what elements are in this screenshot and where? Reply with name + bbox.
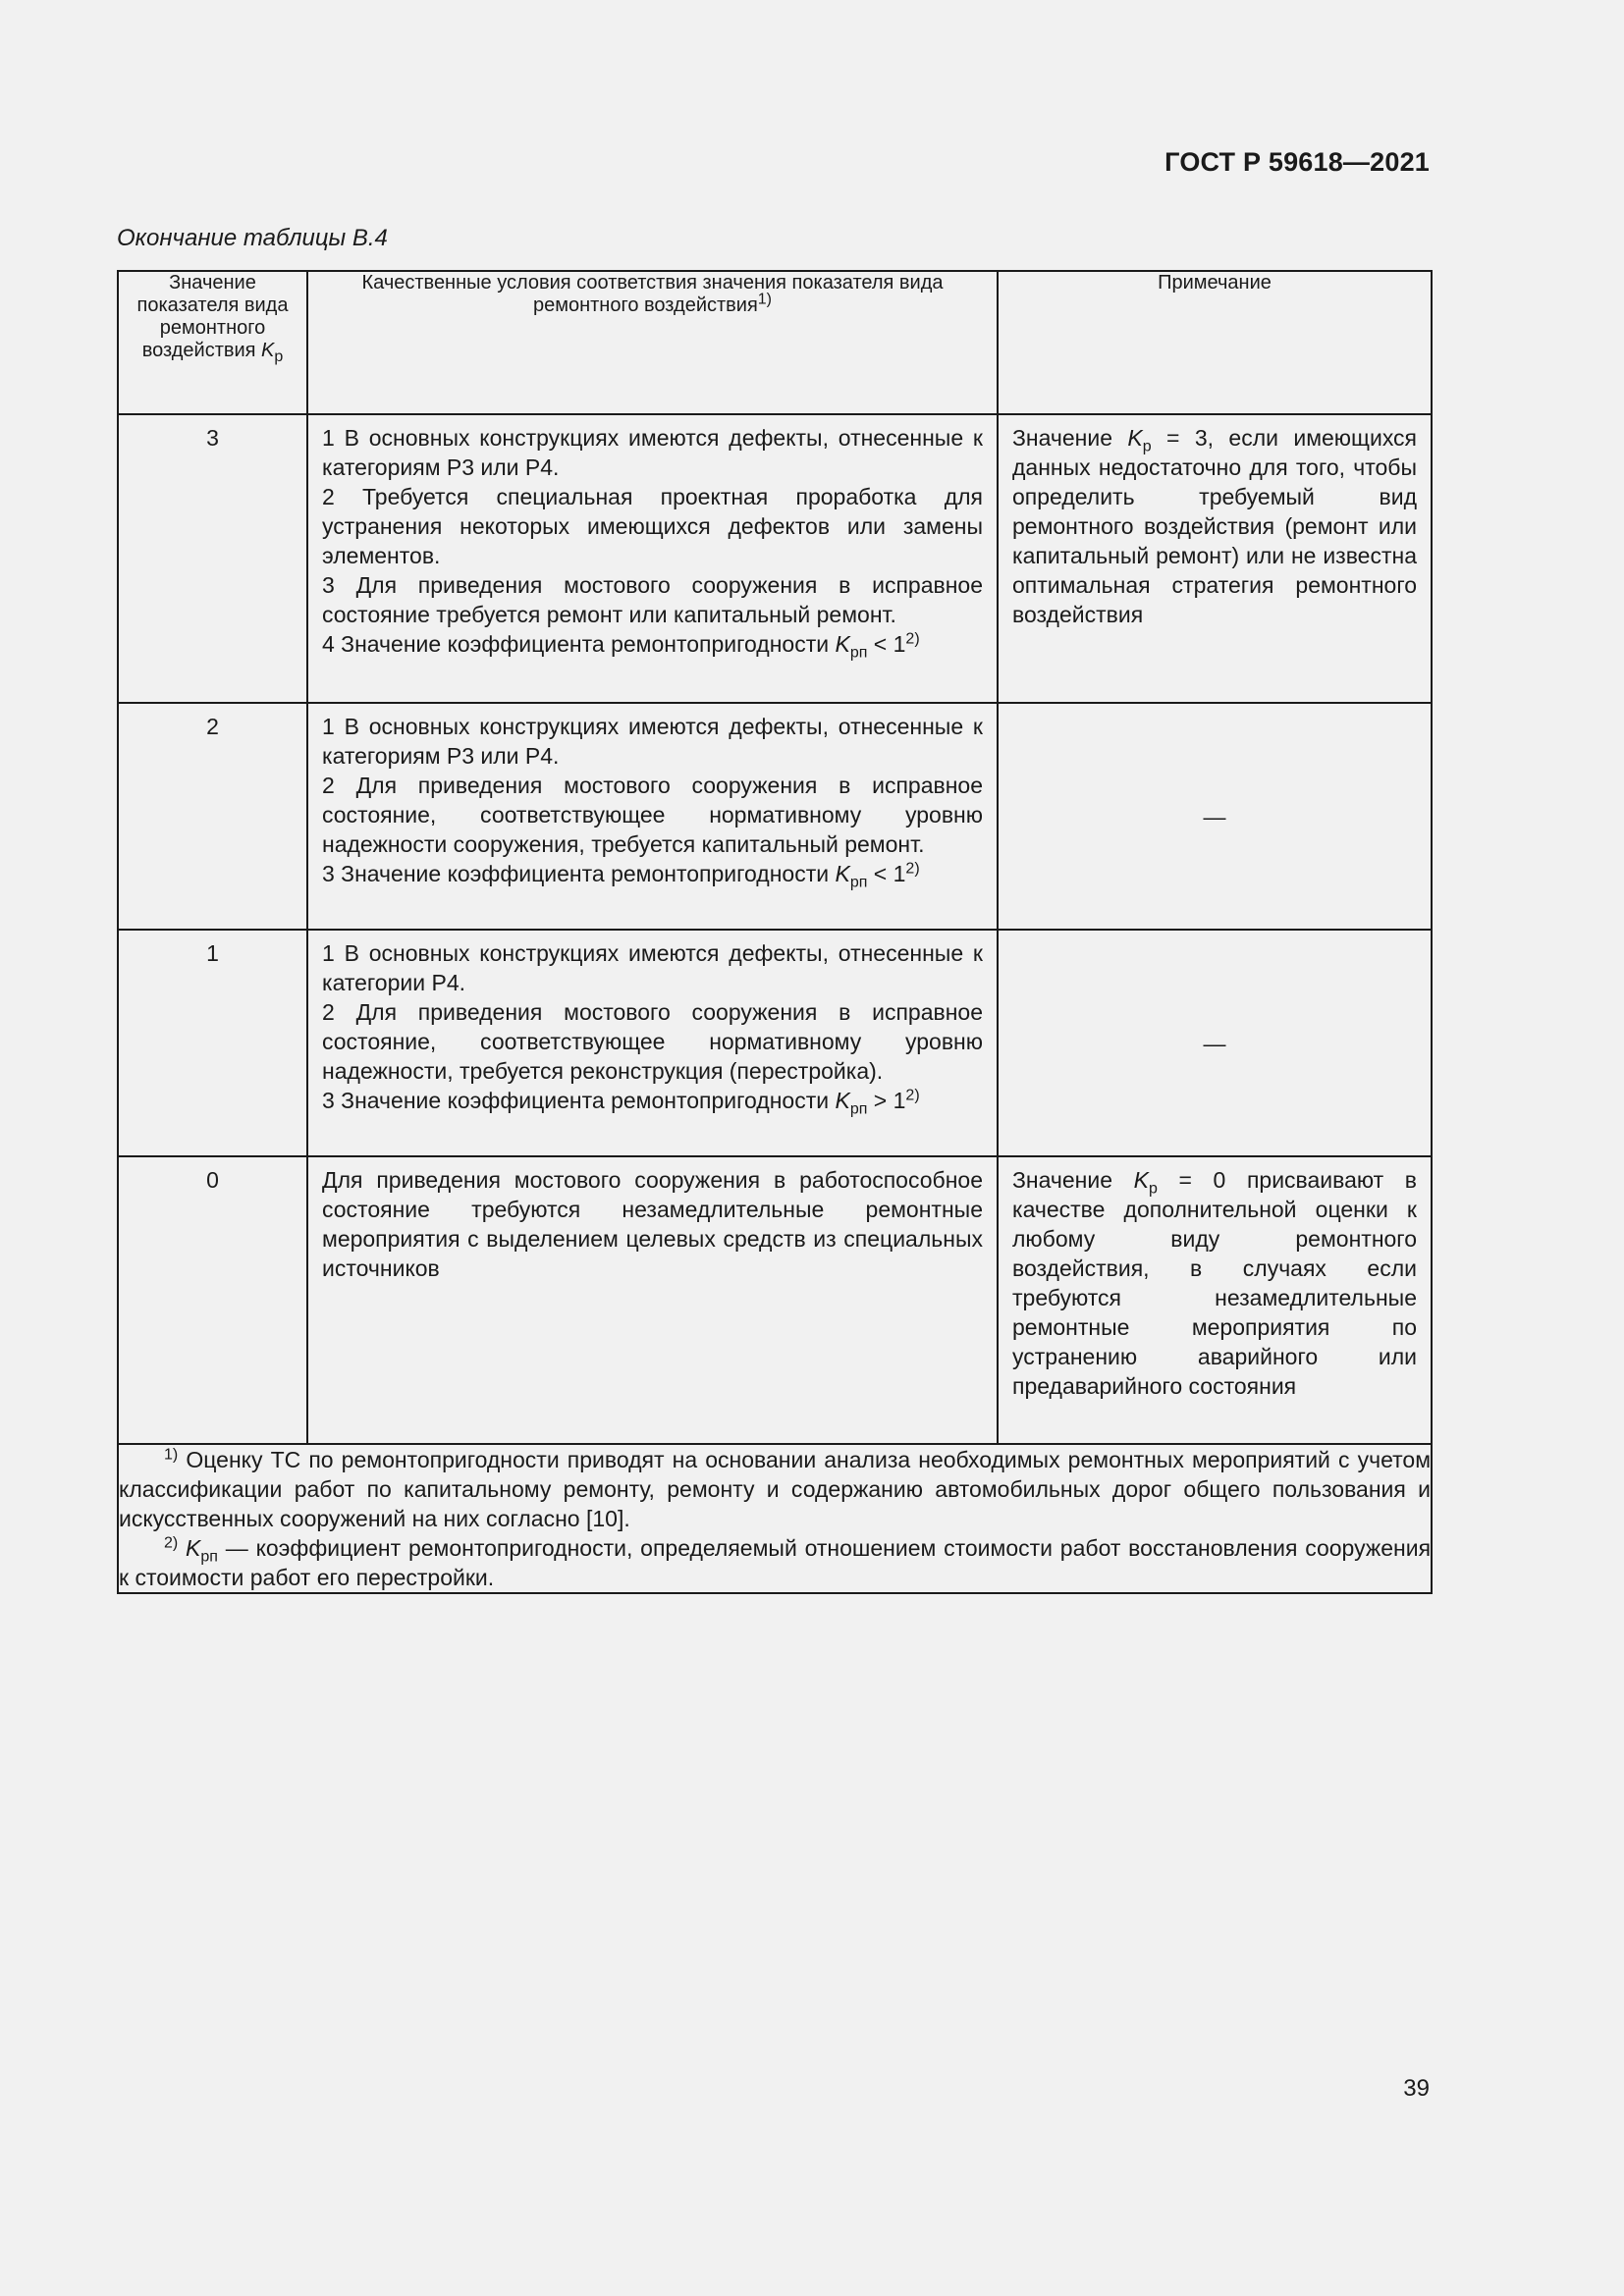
repair-action-table xyxy=(117,270,1433,1594)
row-conditions xyxy=(307,1156,998,1444)
coef-relation: < 1 xyxy=(873,861,906,886)
condition-item: 2 Для приведения мостового сооружения в исправное состояние, соответствующее нормативному уровню надежности сооружения, требуется капитальный ремонт. xyxy=(322,773,983,857)
row-note xyxy=(998,1156,1432,1444)
footnote-symbol: K xyxy=(186,1535,201,1561)
footnote-sub: рп xyxy=(200,1548,218,1566)
coef-symbol: K xyxy=(835,1088,850,1113)
table-caption: Окончание таблицы В.4 xyxy=(117,225,388,251)
row-conditions xyxy=(307,703,998,930)
condition-item: Для приведения мостового сооружения в работоспособное состояние требуются незамедлительные ремонтные мероприятия с выделением целевых средств из специальных источников xyxy=(322,1167,983,1281)
note-sub: р xyxy=(1142,438,1152,455)
coef-footnote-mark: 2) xyxy=(905,630,920,648)
note-pre: Значение xyxy=(1012,425,1112,451)
coef-prefix: 4 Значение коэффициента ремонтопригодности xyxy=(322,631,830,657)
header-value-cell xyxy=(118,271,307,414)
condition-item: 1 В основных конструкциях имеются дефекты, отнесенные к категории Р4. xyxy=(322,940,983,995)
note-pre: Значение xyxy=(1012,1167,1112,1193)
footnote-text: Оценку ТС по ремонтопригодности приводят на основании анализа необходимых ремонтных мероприятий с учетом классификации работ по капитальному ремонту, ремонту и содержанию автомобильных дорог общего пользования и искусственных сооружений на них согласно [10]. xyxy=(119,1447,1432,1531)
header-conditions-footnote-mark: 1) xyxy=(757,291,773,308)
table-row xyxy=(118,1156,1432,1444)
footnote-mark: 1) xyxy=(164,1446,179,1464)
condition-item: 1 В основных конструкциях имеются дефекты, отнесенные к категориям Р3 или Р4. xyxy=(322,714,983,769)
header-conditions-text: Качественные условия соответствия значения показателя вида ремонтного воздействия xyxy=(361,272,944,316)
footnote xyxy=(119,1533,1431,1592)
table-row xyxy=(118,414,1432,703)
condition-item: 2 Требуется специальная проектная проработка для устранения некоторых имеющихся дефектов или замены элементов. xyxy=(322,484,983,568)
row-note-dash: — xyxy=(998,703,1432,930)
row-note-dash: — xyxy=(998,930,1432,1156)
coef-prefix: 3 Значение коэффициента ремонтопригодности xyxy=(322,1088,830,1113)
coef-prefix: 3 Значение коэффициента ремонтопригодности xyxy=(322,861,830,886)
condition-item: 2 Для приведения мостового сооружения в исправное состояние, соответствующее нормативному уровню надежности, требуется реконструкция (перестройка). xyxy=(322,999,983,1084)
header-value-text: Значение показателя вида ремонтного воздействия xyxy=(136,272,289,361)
footnotes-row xyxy=(118,1444,1432,1593)
table-row xyxy=(118,703,1432,930)
note-symbol: K xyxy=(1127,425,1143,451)
row-conditions xyxy=(307,930,998,1156)
footnote-text: — коэффициент ремонтопригодности, определяемый отношением стоимости работ восстановления сооружения к стоимости работ его перестройки. xyxy=(119,1535,1432,1590)
header-value-symbol: K xyxy=(261,340,275,361)
footnote-mark: 2) xyxy=(164,1534,179,1552)
header-value-sub: р xyxy=(274,348,284,365)
coef-symbol: K xyxy=(835,631,850,657)
row-value: 1 xyxy=(118,930,307,1156)
coef-footnote-mark: 2) xyxy=(905,1087,920,1104)
row-value: 2 xyxy=(118,703,307,930)
note-sub: р xyxy=(1148,1180,1158,1198)
note-text: = 0 присваивают в качестве дополнительной оценки к любому виду ремонтного воздействия, в случаях если требуются незамедлительные ремонтные мероприятия по устранению аварийного или предаварийного состояния xyxy=(1012,1167,1418,1399)
header-note-text: Примечание xyxy=(1158,272,1272,294)
table-row xyxy=(118,930,1432,1156)
note-text: = 3, если имеющихся данных недостаточно для того, чтобы определить требуемый вид ремонтного воздействия (ремонт или капитальный ремонт) или не известна оптимальная стратегия ремонтного воздействия xyxy=(1012,425,1418,627)
footnote xyxy=(119,1445,1431,1533)
coef-symbol: K xyxy=(835,861,850,886)
row-note xyxy=(998,414,1432,703)
coef-sub: рп xyxy=(849,644,868,662)
table-header-row xyxy=(118,271,1432,414)
row-value: 3 xyxy=(118,414,307,703)
coef-relation: > 1 xyxy=(873,1088,906,1113)
row-conditions xyxy=(307,414,998,703)
coef-footnote-mark: 2) xyxy=(905,860,920,878)
coef-relation: < 1 xyxy=(873,631,906,657)
note-symbol: K xyxy=(1133,1167,1149,1193)
row-value: 0 xyxy=(118,1156,307,1444)
document-code: ГОСТ Р 59618—2021 xyxy=(1164,147,1430,177)
header-note-cell xyxy=(998,271,1432,414)
condition-item: 3 Для приведения мостового сооружения в исправное состояние требуется ремонт или капитальный ремонт. xyxy=(322,572,983,627)
condition-item: 1 В основных конструкциях имеются дефекты, отнесенные к категориям Р3 или Р4. xyxy=(322,425,983,480)
page-number: 39 xyxy=(1403,2075,1430,2102)
coef-sub: рп xyxy=(849,1100,868,1118)
header-conditions-cell xyxy=(307,271,998,414)
footnotes-cell xyxy=(118,1444,1432,1593)
coefficient-condition xyxy=(322,629,983,662)
coefficient-condition xyxy=(322,859,983,891)
coef-sub: рп xyxy=(849,874,868,891)
coefficient-condition xyxy=(322,1086,983,1118)
